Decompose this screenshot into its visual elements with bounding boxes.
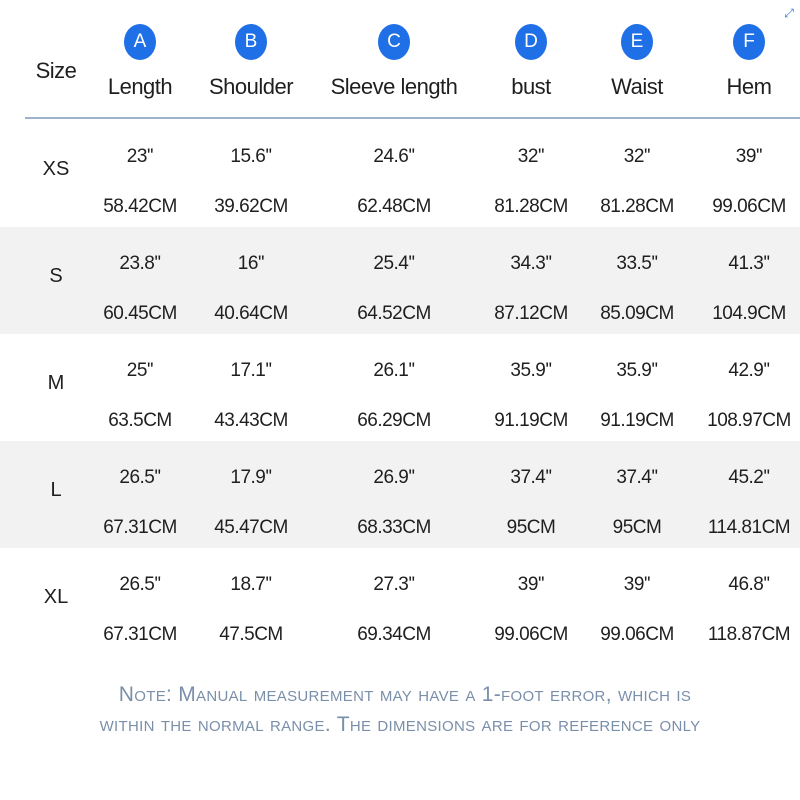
inch-value-cell: 37.4'' [616,467,658,488]
column-header-shoulder [196,24,306,114]
table-row [0,334,800,441]
badge-a: A [124,24,156,60]
cm-value-cell: 69.34CM [357,624,431,645]
inch-value-cell: 16'' [237,253,265,274]
cm-value-cell: 114.81CM [707,517,791,538]
inch-value-cell: 34.3'' [510,253,552,274]
cm-value-cell: 39.62CM [214,196,288,217]
measurement-note [0,680,800,740]
inch-value-cell: 25'' [126,360,154,381]
badge-e: E [621,24,653,60]
table-row [0,548,800,655]
inch-value-cell: 17.9'' [230,467,272,488]
cm-value-cell: 99.06CM [494,624,568,645]
note-line-2: within the normal range. The dimensions are for reference only [99,713,701,736]
cm-value-cell: 99.06CM [600,624,674,645]
cm-value-cell: 66.29CM [357,410,431,431]
cm-value-cell: 95CM [506,517,556,538]
column-header-length [90,24,190,114]
inch-value-cell: 41.3'' [728,253,770,274]
header-divider [25,117,800,119]
note-line-1: Note: Manual measurement may have a 1-foot error, which is [118,683,692,706]
table-body [0,120,800,655]
cm-value-cell: 43.43CM [214,410,288,431]
inch-value-cell: 45.2'' [728,467,770,488]
inch-value-cell: 46.8'' [728,574,770,595]
size-cell: XL [43,586,69,608]
cm-value-cell: 81.28CM [494,196,568,217]
column-label-shoulder: Shoulder [208,74,294,99]
cm-value-cell: 68.33CM [357,517,431,538]
size-cell: S [49,265,63,287]
size-cell: XS [42,158,70,180]
inch-value-cell: 39'' [517,574,545,595]
column-header-sleeve-length [314,24,474,114]
inch-value-cell: 18.7'' [230,574,272,595]
column-header-bust [481,24,581,114]
cm-value-cell: 67.31CM [103,624,177,645]
inch-value-cell: 26.5'' [119,467,161,488]
cm-value-cell: 99.06CM [712,196,786,217]
cm-value-cell: 108.97CM [707,410,791,431]
cm-value-cell: 45.47CM [214,517,288,538]
column-label-waist: Waist [611,74,663,99]
column-label-sleeve-length: Sleeve length [330,74,458,99]
badge-f: F [733,24,765,60]
inch-value-cell: 23.8'' [119,253,161,274]
inch-value-cell: 26.9'' [373,467,415,488]
cm-value-cell: 118.87CM [707,624,791,645]
inch-value-cell: 39'' [623,574,651,595]
cm-value-cell: 87.12CM [494,303,568,324]
inch-value-cell: 17.1'' [230,360,272,381]
inch-value-cell: 39'' [735,146,763,167]
cm-value-cell: 63.5CM [108,410,172,431]
cm-value-cell: 40.64CM [214,303,288,324]
inch-value-cell: 42.9'' [728,360,770,381]
cm-value-cell: 91.19CM [600,410,674,431]
size-cell: M [47,372,65,394]
cm-value-cell: 104.9CM [712,303,786,324]
inch-value-cell: 35.9'' [616,360,658,381]
table-row [0,227,800,334]
size-cell: L [50,479,62,501]
inch-value-cell: 15.6'' [230,146,272,167]
badge-c: C [378,24,410,60]
column-label-hem: Hem [726,74,772,99]
inch-value-cell: 37.4'' [510,467,552,488]
column-header-waist [587,24,687,114]
inch-value-cell: 32'' [623,146,651,167]
table-row [0,120,800,227]
cm-value-cell: 67.31CM [103,517,177,538]
inch-value-cell: 32'' [517,146,545,167]
column-label-bust: bust [511,74,551,99]
cm-value-cell: 47.5CM [219,624,283,645]
cm-value-cell: 85.09CM [600,303,674,324]
cm-value-cell: 95CM [612,517,662,538]
cm-value-cell: 62.48CM [357,196,431,217]
inch-value-cell: 23'' [126,146,154,167]
inch-value-cell: 24.6'' [373,146,415,167]
inch-value-cell: 27.3'' [373,574,415,595]
badge-b: B [235,24,267,60]
cm-value-cell: 91.19CM [494,410,568,431]
inch-value-cell: 25.4'' [373,253,415,274]
inch-value-cell: 26.5'' [119,574,161,595]
column-header-hem [699,24,799,114]
cm-value-cell: 60.45CM [103,303,177,324]
cm-value-cell: 81.28CM [600,196,674,217]
table-header [0,0,800,118]
expand-icon[interactable]: ⤢ [784,6,794,20]
cm-value-cell: 64.52CM [357,303,431,324]
column-label-length: Length [107,74,173,99]
inch-value-cell: 35.9'' [510,360,552,381]
size-column-header: Size [35,58,77,83]
badge-d: D [515,24,547,60]
inch-value-cell: 33.5'' [616,253,658,274]
inch-value-cell: 26.1'' [373,360,415,381]
cm-value-cell: 58.42CM [103,196,177,217]
table-row [0,441,800,548]
